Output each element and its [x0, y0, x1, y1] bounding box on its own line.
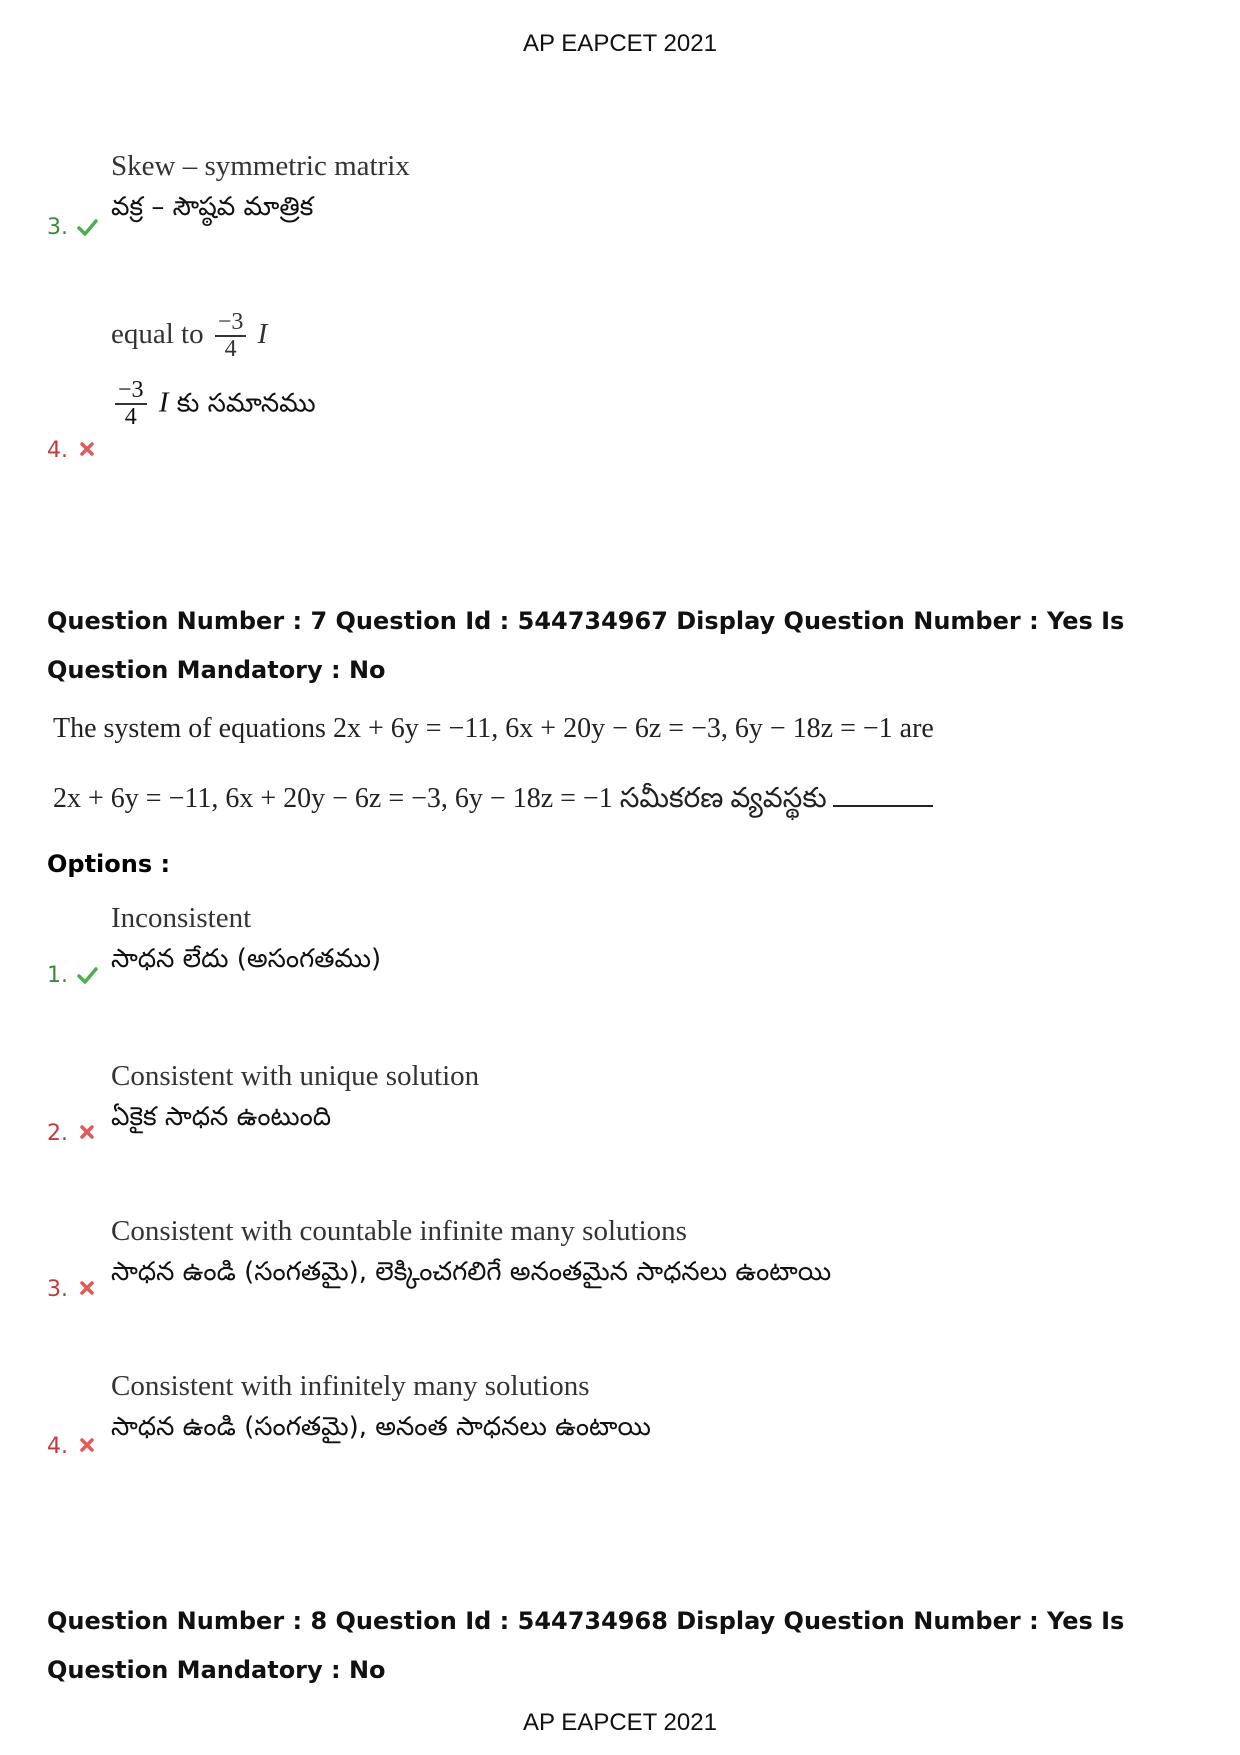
cross-icon	[76, 1434, 98, 1456]
page-footer: AP EAPCET 2021	[523, 1709, 717, 1736]
question-8-header: Question Number : 8 Question Id : 544734968 Display Question Number : Yes Is Question Mandatory : No	[47, 1607, 1125, 1684]
option-number: 3.	[47, 215, 68, 240]
question-7-stem-english: The system of equations 2x + 6y = −11, 6x + 20y − 6z = −3, 6y − 18z = −1 are	[53, 713, 934, 744]
check-icon	[76, 964, 98, 986]
option-number: 4.	[47, 1434, 68, 1459]
option-english-text: Consistent with countable infinite many solutions	[111, 1215, 687, 1247]
stem-telugu-text: 2x + 6y = −11, 6x + 20y − 6z = −3, 6y − 18z = −1 సమీకరణ వ్యవస్థకు	[53, 783, 827, 814]
fraction-numerator: −3	[115, 378, 147, 405]
cross-icon	[76, 1277, 98, 1299]
cross-icon	[76, 438, 98, 460]
option-telugu-text	[111, 378, 316, 430]
answer-blank	[833, 783, 933, 807]
telugu-suffix: కు సమానము	[176, 388, 316, 419]
fraction	[115, 378, 147, 430]
option-telugu-text: సాధన ఉండి (సంగతమై), అనంత సాధనలు ఉంటాయి	[111, 1412, 651, 1442]
option-telugu-text: వక్ర – సౌష్ఠవ మాత్రిక	[111, 192, 314, 222]
fraction	[215, 310, 247, 362]
fraction-denominator: 4	[224, 336, 237, 363]
question-7-header: Question Number : 7 Question Id : 544734967 Display Question Number : Yes Is Question Mandatory : No	[47, 607, 1125, 684]
cross-icon	[76, 1121, 98, 1143]
question-7-stem-telugu	[53, 783, 933, 821]
option-english-text: Consistent with unique solution	[111, 1060, 480, 1092]
option-english-text: Skew – symmetric matrix	[111, 150, 410, 182]
option-number: 4.	[47, 438, 68, 463]
option-english-text	[111, 310, 267, 362]
option-telugu-text: ఏకైక సాధన ఉంటుంది	[111, 1102, 332, 1132]
option-english-text: Consistent with infinitely many solutions	[111, 1370, 590, 1402]
fraction-numerator: −3	[215, 310, 247, 337]
identity-symbol: I	[257, 317, 268, 350]
option-number: 1.	[47, 963, 68, 988]
option-english-text: Inconsistent	[111, 902, 252, 934]
fraction-denominator: 4	[124, 404, 137, 431]
page-header: AP EAPCET 2021	[523, 30, 717, 57]
option-number: 2.	[47, 1121, 68, 1146]
option-telugu-text: సాధన లేదు (అసంగతము)	[111, 944, 382, 974]
check-icon	[76, 216, 98, 238]
equal-to-label: equal to	[111, 317, 204, 350]
option-telugu-text: సాధన ఉండి (సంగతమై), లెక్కించగలిగే అనంతమైన సాధనలు ఉంటాయి	[111, 1257, 832, 1287]
option-number: 3.	[47, 1277, 68, 1302]
options-label: Options :	[47, 850, 171, 878]
identity-symbol: I	[158, 386, 169, 419]
